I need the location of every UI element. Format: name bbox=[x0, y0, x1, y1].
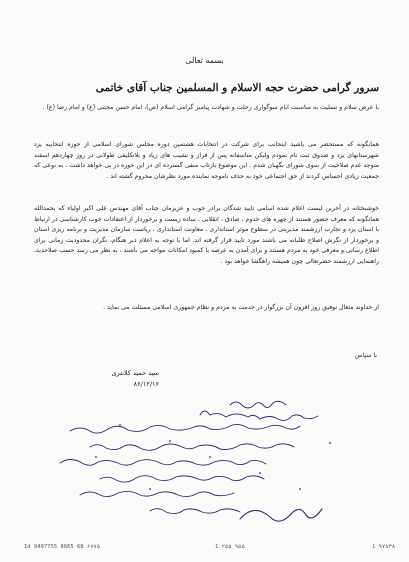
footer-left: Id 9497755 8665 68 ۶۷۷۵ bbox=[24, 544, 101, 550]
footer-right: 1 ۹۷۸۳۸ bbox=[372, 544, 396, 550]
footer-center: 1 ۲۵۵ ۹۵۵ bbox=[215, 544, 245, 550]
paragraph-disqualification: همانگونه که مستحضر می باشید اینجانب برای شرکت در انتخابات هشتمین دوره مجلس شورای اسلامی از حوزه انتخابیه یزد شهرستانهای یزد و صدوق ثبت نام نمودم ولیکن متاسفانه پس از فراز و نشیب های زیاد و بلاتکلیفی طولانی در روز چهاردهم اسفند متوجه عدم صلاحیت از سوی شورای نگهبان شدم . این موضوع بازتاب منفی گسترده ای در این حوزه در پی خواهد داشت ، به نوعی که جمعیت زیادی احساس کردند از حق اجتماعی خود به حذف ناموجه نماینده مورد نظرشان محروم گشته اند . bbox=[34, 141, 379, 180]
letter-date: ۸۶/۱۲/۱۶ bbox=[133, 380, 159, 388]
letter-salutation: سرور گرامی حضرت حجه الاسلام و المسلمین جناب آقای خاتمی bbox=[95, 82, 379, 94]
paragraph-prayer: از خداوند متعال توفیق روز افزون آن بزرگوار در خدمت به مردم و نظام جمهوری اسلامی مسئلت می نماید . bbox=[103, 304, 379, 311]
paragraph-candidate: خوشبختانه در آخرین لیست اعلام شده اسامی تایید شدگان برادر خوب و عزیزمان جناب آقای مهندس علی اکبر اولیاء که بحمدالله همانگونه که معرف حضور هستند از چهره های خدوم ، صادق ، انقلابی ، ساده زیست و برخوردار از اعتقادات خوب کارشناسی در ارتباط با استان یزد و تجارب ارزشمند مدیریتی در سطوح موثر استانداری ، معاونت استانداری ، ریاست سازمان مدیریت و برنامه ریزی استان و برخوردار از نگرش اصلاح طلبانه می باشند مورد تایید قرار گرفته اند. اما با توجه به اعلام دیر هنگام، نگران محدودیت زمانی برای اطلاع رسانی و معرفی خود به مردم هستند و برای آمدن به عرصه با کمبود امکانات مواجه می باشند ، به نظر می رسد حسب صلاحدید، راهنمایی ارزشمند حضرتعالی چون همیشه راهگشا خواهد بود . bbox=[34, 205, 379, 265]
paragraph-greeting: با عرض سلام و تسلیت به مناسبت ایام سوگواری رحلت و شهادت پیامبر گرامی اسلام (ص)، امام حسن مجتبی (ع) و امام رضا (ع) . bbox=[42, 104, 379, 111]
fax-footer bbox=[0, 544, 409, 554]
invocation-heading: بسمه تعالی bbox=[185, 56, 224, 65]
closing-phrase: با سپاس bbox=[354, 352, 377, 359]
sender-name: سید حمید کلانتری bbox=[111, 369, 159, 377]
handwritten-note-scribble bbox=[0, 395, 409, 535]
sender-block bbox=[49, 368, 159, 390]
